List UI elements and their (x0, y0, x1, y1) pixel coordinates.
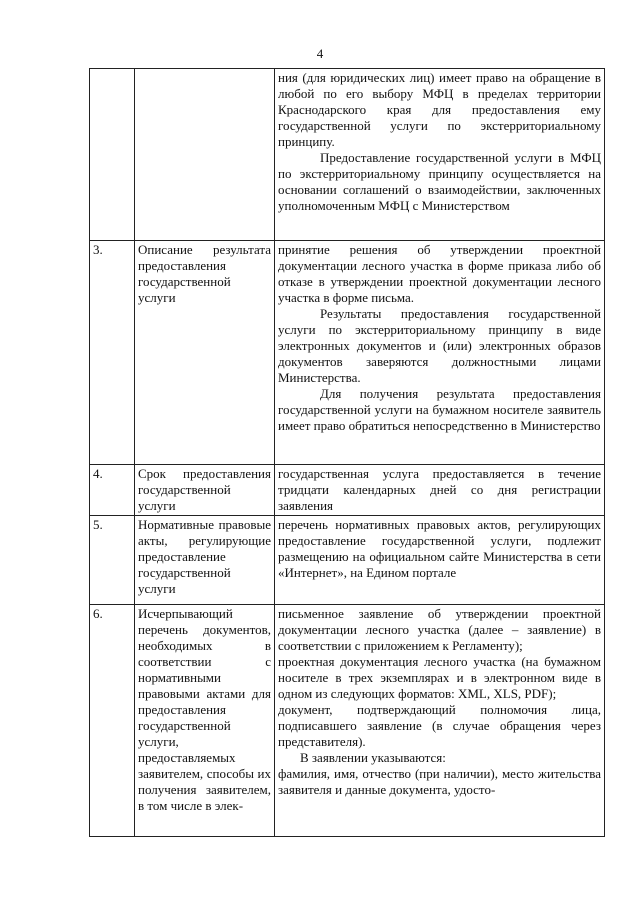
row-number-cell: 4. (90, 465, 135, 516)
page-number: 4 (316, 46, 324, 61)
row-content-cell (275, 69, 605, 241)
paragraph: ния (для юридических лиц) имеет право на обращение в любой по его выбору МФЦ в пределах территории Краснодарского края для предоставления ему государственной услуги по экстерриториальному принципу. (278, 70, 601, 149)
paragraph: Для получения результата предоставления государственной услуги на бумажном носителе заявитель имеет право обратиться непосредственно в Министерство (278, 386, 601, 433)
paragraph: государственная услуга предоставляется в течение тридцати календарных дней со дня регистрации заявления (278, 466, 601, 513)
row-content-cell (275, 241, 605, 465)
paragraph: В заявлении указываются: (300, 750, 446, 765)
row-number-cell: 5. (90, 516, 135, 605)
paragraph: перечень нормативных правовых актов, регулирующих предоставление государственной услуги, подлежит размещению на официальном сайте Министерства в сети «Интернет», на Едином портале (278, 517, 601, 580)
row-number-cell (90, 69, 135, 241)
row-number-cell: 6. (90, 605, 135, 837)
paragraph: Результаты предоставления государственной услуги по экстерриториальному принципу в виде электронных документов и (или) электронных образов документов заверяются должностными лицами Министерства. (278, 306, 601, 385)
paragraph: принятие решения об утверждении проектной документации лесного участка в форме приказа либо об отказе в утверждении проектной документации лесного участка в форме письма. (278, 242, 601, 305)
table-row (90, 465, 605, 516)
paragraph: Предоставление государственной услуги в МФЦ по экстерриториальному принципу осуществляется на основании соглашений о взаимодействии, заключенных уполномоченным МФЦ с Министерством (278, 150, 601, 213)
paragraph: письменное заявление об утверждении проектной документации лесного участка (далее – заявление) в соответствии с приложением к Регламенту); (278, 606, 601, 653)
table-row (90, 69, 605, 241)
paragraph: фамилия, имя, отчество (при наличии), место жительства заявителя и данные документа, удосто- (278, 766, 601, 797)
paragraph: документ, подтверждающий полномочия лица, подписавшего заявление (в случае обращения через представителя). (278, 702, 601, 749)
table-row (90, 605, 605, 837)
services-table (89, 68, 605, 837)
table-row (90, 241, 605, 465)
row-title-cell (135, 69, 275, 241)
row-title-cell: Срок предоставления государственной услуги (135, 465, 275, 516)
row-title-cell: Описание результата предоставления государственной услуги (135, 241, 275, 465)
row-content-cell (275, 465, 605, 516)
table-row (90, 516, 605, 605)
row-number-cell: 3. (90, 241, 135, 465)
row-title-cell: Нормативные правовые акты, регулирующие предоставление государственной услуги (135, 516, 275, 605)
row-title-cell: Исчерпывающий перечень документов, необходимых в соответствии с нормативными правовыми актами для предоставления государственной услуги, предоставляемых заявителем, способы их получения заявителем, в том числе в элек- (135, 605, 275, 837)
row-content-cell (275, 605, 605, 837)
paragraph: проектная документация лесного участка (на бумажном носителе в трех экземплярах и в электронном виде в одном из следующих форматов: XML, XLS, PDF); (278, 654, 601, 701)
row-content-cell (275, 516, 605, 605)
